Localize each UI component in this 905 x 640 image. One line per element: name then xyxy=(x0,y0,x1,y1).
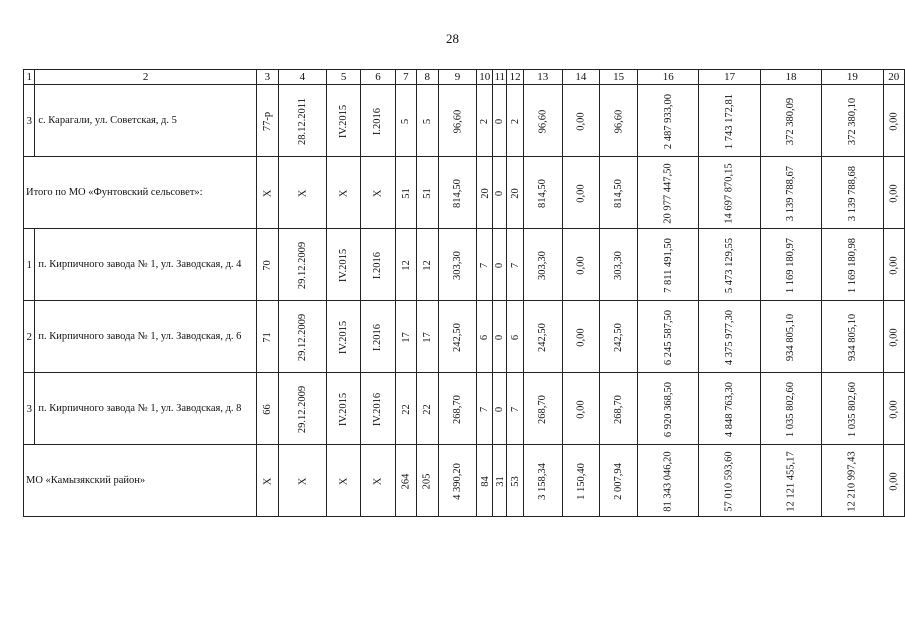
table-cell xyxy=(361,301,395,373)
table-row xyxy=(24,229,905,301)
cell-value: 29.12.2009 xyxy=(296,385,308,433)
cell-value: 6 245 587,50 xyxy=(662,309,674,365)
table-cell xyxy=(361,157,395,229)
cell-value: 29.12.2009 xyxy=(296,313,308,361)
cell-value: 0,00 xyxy=(888,327,900,347)
table-cell xyxy=(326,301,360,373)
table-cell xyxy=(438,445,477,517)
cell-value: 0,00 xyxy=(888,471,900,491)
table-cell xyxy=(438,373,477,445)
table-cell xyxy=(883,229,904,301)
column-header: 19 xyxy=(822,70,883,85)
cell-value: 5 xyxy=(400,118,412,124)
table-cell xyxy=(493,157,507,229)
table-cell xyxy=(562,373,600,445)
table-cell xyxy=(278,157,326,229)
table-cell xyxy=(278,85,326,157)
cell-value: 0,00 xyxy=(888,183,900,203)
cell-value: 1 743 172,81 xyxy=(724,93,736,149)
table-row xyxy=(24,301,905,373)
cell-value: 6 920 368,50 xyxy=(662,381,674,437)
table-cell xyxy=(822,157,883,229)
cell-value: 84 xyxy=(479,475,491,487)
table-cell xyxy=(562,229,600,301)
cell-value: IV.2016 xyxy=(372,392,384,426)
cell-value: 5 473 129,55 xyxy=(724,237,736,293)
table-cell xyxy=(361,445,395,517)
cell-value: 934 805,10 xyxy=(846,313,858,361)
cell-value: 264 xyxy=(400,473,412,489)
cell-value: I.2016 xyxy=(372,251,384,279)
cell-value: 7 xyxy=(479,406,491,412)
table-cell xyxy=(760,301,821,373)
cell-value: 814,50 xyxy=(613,178,625,208)
table-cell xyxy=(416,301,438,373)
cell-value: 12 xyxy=(400,259,412,271)
table-cell xyxy=(395,373,416,445)
column-header: 15 xyxy=(600,70,638,85)
cell-value: 0,00 xyxy=(575,111,587,131)
cell-value: 242,50 xyxy=(537,322,549,352)
row-number: 1 xyxy=(24,229,35,301)
table-cell xyxy=(438,301,477,373)
table-cell xyxy=(493,445,507,517)
table-cell xyxy=(699,229,760,301)
table-cell xyxy=(523,301,562,373)
cell-value: 1 169 180,98 xyxy=(846,237,858,293)
cell-value: Х xyxy=(338,189,350,197)
cell-value: 303,30 xyxy=(537,250,549,280)
cell-value: 22 xyxy=(421,403,433,415)
column-header: 13 xyxy=(523,70,562,85)
table-cell xyxy=(507,85,523,157)
cell-value: IV.2015 xyxy=(338,320,350,354)
cell-value: 20 xyxy=(509,187,521,199)
table-cell xyxy=(638,445,699,517)
cell-value: 0 xyxy=(494,190,506,196)
table-cell xyxy=(883,445,904,517)
column-header: 10 xyxy=(477,70,493,85)
table-cell xyxy=(278,445,326,517)
cell-value: 7 xyxy=(509,406,521,412)
column-header: 16 xyxy=(638,70,699,85)
cell-value: 17 xyxy=(400,331,412,343)
table-cell xyxy=(638,373,699,445)
cell-value: 20 977 447,50 xyxy=(662,162,674,224)
address-cell: п. Кирпичного завода № 1, ул. Заводская, д. 4 xyxy=(35,229,257,301)
cell-value: 934 805,10 xyxy=(785,313,797,361)
table-cell xyxy=(638,85,699,157)
table-cell xyxy=(523,229,562,301)
table-cell xyxy=(600,157,638,229)
table-cell xyxy=(416,157,438,229)
cell-value: 71 xyxy=(261,331,273,343)
cell-value: 2 xyxy=(479,118,491,124)
cell-value: IV.2015 xyxy=(338,248,350,282)
column-header: 1 xyxy=(24,70,35,85)
table-cell xyxy=(822,373,883,445)
cell-value: 268,70 xyxy=(537,394,549,424)
cell-value: IV.2015 xyxy=(338,392,350,426)
cell-value: 2 007,94 xyxy=(613,462,625,500)
table-cell xyxy=(507,301,523,373)
cell-value: 96,60 xyxy=(537,109,549,133)
table-cell xyxy=(326,373,360,445)
table-cell xyxy=(760,445,821,517)
table-cell xyxy=(600,373,638,445)
cell-value: 81 343 046,20 xyxy=(662,450,674,512)
table-cell xyxy=(256,85,278,157)
table-cell xyxy=(395,229,416,301)
cell-value: 53 xyxy=(509,475,521,487)
table-cell xyxy=(523,373,562,445)
table-cell xyxy=(493,229,507,301)
cell-value: Х xyxy=(296,477,308,485)
table-cell xyxy=(699,85,760,157)
cell-value: 4 848 763,30 xyxy=(724,381,736,437)
table-cell xyxy=(416,229,438,301)
cell-value: Х xyxy=(296,189,308,197)
cell-value: 6 xyxy=(479,334,491,340)
table-cell xyxy=(326,229,360,301)
cell-value: IV.2015 xyxy=(338,104,350,138)
cell-value: Х xyxy=(261,477,273,485)
table-cell xyxy=(477,157,493,229)
table-cell xyxy=(278,301,326,373)
table-cell xyxy=(256,445,278,517)
cell-value: 51 xyxy=(421,187,433,199)
cell-value: 28.12.2011 xyxy=(296,97,308,145)
cell-value: 1 035 802,60 xyxy=(846,381,858,437)
table-cell xyxy=(883,373,904,445)
column-header: 5 xyxy=(326,70,360,85)
column-header: 6 xyxy=(361,70,395,85)
cell-value: 0,00 xyxy=(888,255,900,275)
cell-value: 1 169 180,97 xyxy=(785,237,797,293)
table-cell xyxy=(361,229,395,301)
table-cell xyxy=(822,85,883,157)
total-label: Итого по МО «Фунтовский сельсовет»: xyxy=(24,157,257,229)
header-row xyxy=(24,70,905,85)
table-cell xyxy=(600,301,638,373)
cell-value: 303,30 xyxy=(451,250,463,280)
table-cell xyxy=(699,157,760,229)
table-cell xyxy=(507,373,523,445)
table-cell xyxy=(477,373,493,445)
cell-value: 0 xyxy=(494,334,506,340)
table-cell xyxy=(493,373,507,445)
table-cell xyxy=(477,301,493,373)
column-header: 14 xyxy=(562,70,600,85)
cell-value: I.2016 xyxy=(372,107,384,135)
column-header: 12 xyxy=(507,70,523,85)
cell-value: 7 xyxy=(509,262,521,268)
column-header: 18 xyxy=(760,70,821,85)
cell-value: 29.12.2009 xyxy=(296,241,308,289)
table-cell xyxy=(523,157,562,229)
cell-value: 4 375 977,30 xyxy=(724,309,736,365)
cell-value: 2 487 933,00 xyxy=(662,93,674,149)
table-cell xyxy=(883,85,904,157)
cell-value: 0,00 xyxy=(575,255,587,275)
table-cell xyxy=(699,301,760,373)
cell-value: 268,70 xyxy=(451,394,463,424)
cell-value: 4 390,20 xyxy=(451,462,463,500)
cell-value: 0,00 xyxy=(575,183,587,203)
table-cell xyxy=(256,301,278,373)
cell-value: 205 xyxy=(421,473,433,489)
cell-value: 66 xyxy=(261,403,273,415)
table-cell xyxy=(416,445,438,517)
cell-value: 96,60 xyxy=(613,109,625,133)
cell-value: 814,50 xyxy=(537,178,549,208)
column-header: 8 xyxy=(416,70,438,85)
table-cell xyxy=(438,85,477,157)
cell-value: 242,50 xyxy=(451,322,463,352)
table-cell xyxy=(395,301,416,373)
table-cell xyxy=(638,301,699,373)
table-cell xyxy=(523,85,562,157)
cell-value: 14 697 870,15 xyxy=(724,162,736,224)
cell-value: 0 xyxy=(494,262,506,268)
column-header: 9 xyxy=(438,70,477,85)
cell-value: 303,30 xyxy=(613,250,625,280)
table-cell xyxy=(477,445,493,517)
cell-value: 1 150,40 xyxy=(575,462,587,500)
table-cell xyxy=(562,85,600,157)
cell-value: 96,60 xyxy=(451,109,463,133)
row-number: 3 xyxy=(24,85,35,157)
table-cell xyxy=(326,445,360,517)
table-cell xyxy=(326,85,360,157)
cell-value: 2 xyxy=(509,118,521,124)
table-cell xyxy=(600,445,638,517)
cell-value: 7 xyxy=(479,262,491,268)
cell-value: 57 010 593,60 xyxy=(724,450,736,512)
total-label: МО «Камызякский район» xyxy=(24,445,257,517)
cell-value: 51 xyxy=(400,187,412,199)
cell-value: 0 xyxy=(494,406,506,412)
cell-value: Х xyxy=(372,189,384,197)
table-cell xyxy=(326,157,360,229)
cell-value: Х xyxy=(261,189,273,197)
table-cell xyxy=(760,373,821,445)
table-cell xyxy=(562,157,600,229)
table-cell xyxy=(760,157,821,229)
table-cell xyxy=(600,85,638,157)
address-cell: п. Кирпичного завода № 1, ул. Заводская, д. 6 xyxy=(35,301,257,373)
cell-value: 268,70 xyxy=(613,394,625,424)
cell-value: 77-р xyxy=(261,111,273,131)
table-cell xyxy=(477,229,493,301)
table-cell xyxy=(600,229,638,301)
cell-value: 22 xyxy=(400,403,412,415)
table-cell xyxy=(278,373,326,445)
table-cell xyxy=(562,445,600,517)
data-table xyxy=(23,69,905,517)
column-header: 2 xyxy=(35,70,257,85)
cell-value: 372 380,10 xyxy=(846,97,858,145)
table-cell xyxy=(523,445,562,517)
cell-value: 1 035 802,60 xyxy=(785,381,797,437)
page-number: 28 xyxy=(446,31,459,46)
table-cell xyxy=(822,445,883,517)
table-cell xyxy=(493,301,507,373)
table-cell xyxy=(760,229,821,301)
table-cell xyxy=(507,157,523,229)
cell-value: I.2016 xyxy=(372,323,384,351)
table-cell xyxy=(507,445,523,517)
table-cell xyxy=(699,373,760,445)
cell-value: 12 121 455,17 xyxy=(785,450,797,512)
table-cell xyxy=(883,301,904,373)
cell-value: 7 811 491,50 xyxy=(662,237,674,293)
table-cell xyxy=(438,157,477,229)
column-header: 17 xyxy=(699,70,760,85)
cell-value: Х xyxy=(372,477,384,485)
table-cell xyxy=(760,85,821,157)
cell-value: 6 xyxy=(509,334,521,340)
cell-value: 31 xyxy=(494,475,506,487)
table-cell xyxy=(638,229,699,301)
row-number: 3 xyxy=(24,373,35,445)
cell-value: 0,00 xyxy=(575,327,587,347)
cell-value: 12 210 997,43 xyxy=(846,450,858,512)
column-header: 7 xyxy=(395,70,416,85)
table-cell xyxy=(507,229,523,301)
table-cell xyxy=(361,373,395,445)
table-row xyxy=(24,373,905,445)
column-header: 4 xyxy=(278,70,326,85)
table-cell xyxy=(395,85,416,157)
cell-value: 3 158,34 xyxy=(537,462,549,500)
cell-value: 242,50 xyxy=(613,322,625,352)
column-header: 11 xyxy=(494,71,506,83)
cell-value: 0,00 xyxy=(888,111,900,131)
address-cell: п. Кирпичного завода № 1, ул. Заводская, д. 8 xyxy=(35,373,257,445)
column-header: 3 xyxy=(256,70,278,85)
cell-value: 3 139 788,67 xyxy=(785,165,797,221)
cell-value: 17 xyxy=(421,331,433,343)
total-row xyxy=(24,445,905,517)
cell-value: 5 xyxy=(421,118,433,124)
cell-value: 0,00 xyxy=(888,399,900,419)
cell-value: Х xyxy=(338,477,350,485)
table-cell xyxy=(395,445,416,517)
table-cell xyxy=(256,157,278,229)
table-cell xyxy=(822,301,883,373)
total-row xyxy=(24,157,905,229)
cell-value: 0 xyxy=(494,118,506,124)
table-row xyxy=(24,85,905,157)
table-cell xyxy=(395,157,416,229)
table-cell xyxy=(361,85,395,157)
table-cell xyxy=(822,229,883,301)
cell-value: 372 380,09 xyxy=(785,97,797,145)
cell-value: 20 xyxy=(479,187,491,199)
table-cell xyxy=(256,229,278,301)
table-cell xyxy=(416,373,438,445)
table-cell xyxy=(562,301,600,373)
table-cell xyxy=(638,157,699,229)
cell-value: 814,50 xyxy=(451,178,463,208)
table-cell xyxy=(256,373,278,445)
table-cell xyxy=(438,229,477,301)
cell-value: 70 xyxy=(261,259,273,271)
cell-value: 12 xyxy=(421,259,433,271)
table-cell xyxy=(883,157,904,229)
table-cell xyxy=(278,229,326,301)
cell-value: 0,00 xyxy=(575,399,587,419)
table-cell xyxy=(493,85,507,157)
row-number: 2 xyxy=(24,301,35,373)
address-cell: с. Карагали, ул. Советская, д. 5 xyxy=(35,85,257,157)
cell-value: 3 139 788,68 xyxy=(846,165,858,221)
table-cell xyxy=(416,85,438,157)
table-cell xyxy=(477,85,493,157)
column-header: 20 xyxy=(883,70,904,85)
table-cell xyxy=(699,445,760,517)
